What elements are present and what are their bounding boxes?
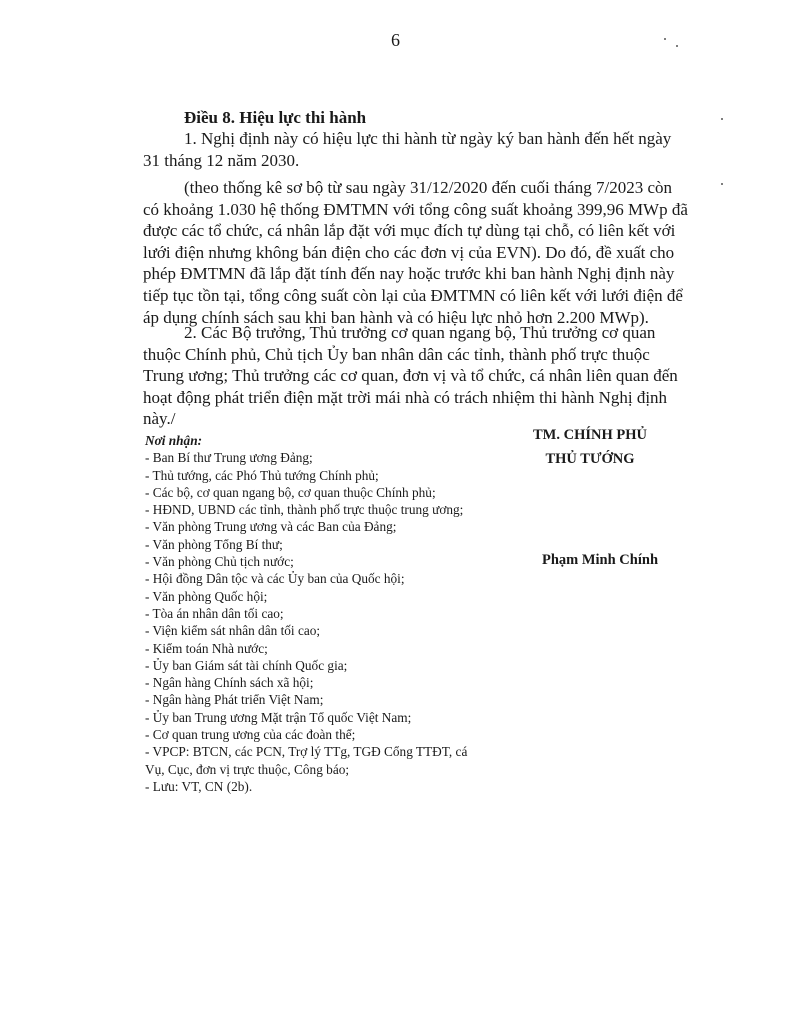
paragraph-line: tiếp tục tồn tại, tổng công suất còn lại của ĐMTMN có liên kết với lưới điện để — [143, 285, 683, 305]
recipient-item: - Ngân hàng Phát triển Việt Nam; — [145, 692, 324, 708]
recipient-item: - Văn phòng Trung ương và các Ban của Đảng; — [145, 519, 397, 535]
signature-organization: TM. CHÍNH PHỦ — [533, 427, 647, 443]
paragraph-line: được các tổ chức, cá nhân lắp đặt với mục đích tự dùng tại chỗ, có liên kết với — [143, 221, 676, 241]
paragraph-statistics-note — [143, 177, 720, 328]
recipient-item: - Thủ tướng, các Phó Thủ tướng Chính phủ; — [145, 467, 379, 483]
paragraph-line: có khoảng 1.030 hệ thống ĐMTMN với tổng công suất khoảng 399,96 MWp đã — [143, 199, 688, 219]
paragraph-line: 1. Nghị định này có hiệu lực thi hành từ ngày ký ban hành đến hết ngày — [184, 129, 672, 148]
recipient-item: - Tòa án nhân dân tối cao; — [145, 605, 284, 621]
recipient-item: - Kiểm toán Nhà nước; — [145, 640, 268, 656]
scan-speck — [676, 45, 678, 47]
recipient-item: - Ban Bí thư Trung ương Đảng; — [145, 450, 313, 466]
recipient-item: - Văn phòng Quốc hội; — [145, 588, 268, 604]
paragraph-effectiveness — [143, 128, 720, 171]
recipient-item: - Ủy ban Trung ương Mặt trận Tổ quốc Việt Nam; — [145, 709, 412, 725]
recipient-item: - Các bộ, cơ quan ngang bộ, cơ quan thuộc Chính phủ; — [145, 484, 436, 500]
signer-name: Phạm Minh Chính — [541, 552, 659, 568]
paragraph-line: Trung ương; Thủ trưởng các cơ quan, đơn vị và tổ chức, cá nhân liên quan đến — [143, 366, 678, 386]
recipient-item: - Cơ quan trung ương của các đoàn thể; — [145, 727, 356, 743]
paragraph-line: hoạt động phát triển điện mặt trời mái nhà có trách nhiệm thi hành Nghị định — [143, 387, 668, 407]
signature-title: THỦ TƯỚNG — [545, 451, 635, 467]
recipient-item: - Ngân hàng Chính sách xã hội; — [145, 675, 314, 691]
recipients-heading: Nơi nhận: — [145, 433, 203, 448]
article-title: Điều 8. Hiệu lực thi hành — [184, 108, 367, 127]
paragraph-line: 2. Các Bộ trưởng, Thủ trưởng cơ quan ngang bộ, Thủ trưởng cơ quan — [184, 323, 656, 342]
paragraph-line: phép ĐMTMN đã lắp đặt tính đến nay hoặc trước khi ban hành Nghị định này — [143, 264, 675, 284]
recipient-item: - VPCP: BTCN, các PCN, Trợ lý TTg, TGĐ Cổng TTĐT, cá — [145, 744, 468, 760]
paragraph-line: lưới điện nhưng không bán điện cho các đơn vị của EVN). Do đó, đề xuất cho — [143, 242, 675, 262]
scan-speck — [721, 183, 723, 185]
paragraph-line: (theo thống kê sơ bộ từ sau ngày 31/12/2020 đến cuối tháng 7/2023 còn — [184, 178, 672, 197]
recipient-item: Vụ, Cục, đơn vị trực thuộc, Công báo; — [145, 761, 350, 777]
scan-speck — [664, 38, 666, 40]
paragraph-line: này./ — [143, 409, 176, 429]
recipient-item: - Ủy ban Giám sát tài chính Quốc gia; — [145, 657, 348, 673]
page-number: 6 — [391, 30, 400, 50]
recipient-item: - Viện kiểm sát nhân dân tối cao; — [145, 623, 321, 639]
paragraph-line: thuộc Chính phủ, Chủ tịch Ủy ban nhân dân các tỉnh, thành phố trực thuộc — [143, 344, 650, 364]
paragraph-responsibility — [143, 322, 720, 430]
recipient-item: - HĐND, UBND các tỉnh, thành phố trực thuộc trung ương; — [145, 502, 464, 518]
paragraph-line: 31 tháng 12 năm 2030. — [143, 150, 300, 170]
recipients-list — [145, 432, 467, 795]
recipient-item: - Văn phòng Chủ tịch nước; — [145, 554, 294, 570]
recipient-item: - Lưu: VT, CN (2b). — [145, 778, 253, 794]
recipient-item: - Văn phòng Tổng Bí thư; — [145, 536, 283, 552]
paragraph-line: áp dụng chính sách sau khi ban hành và có hiệu lực nhỏ hơn 2.200 MWp). — [143, 307, 649, 327]
scan-speck — [721, 118, 723, 120]
recipient-item: - Hội đồng Dân tộc và các Ủy ban của Quốc hội; — [145, 571, 405, 587]
